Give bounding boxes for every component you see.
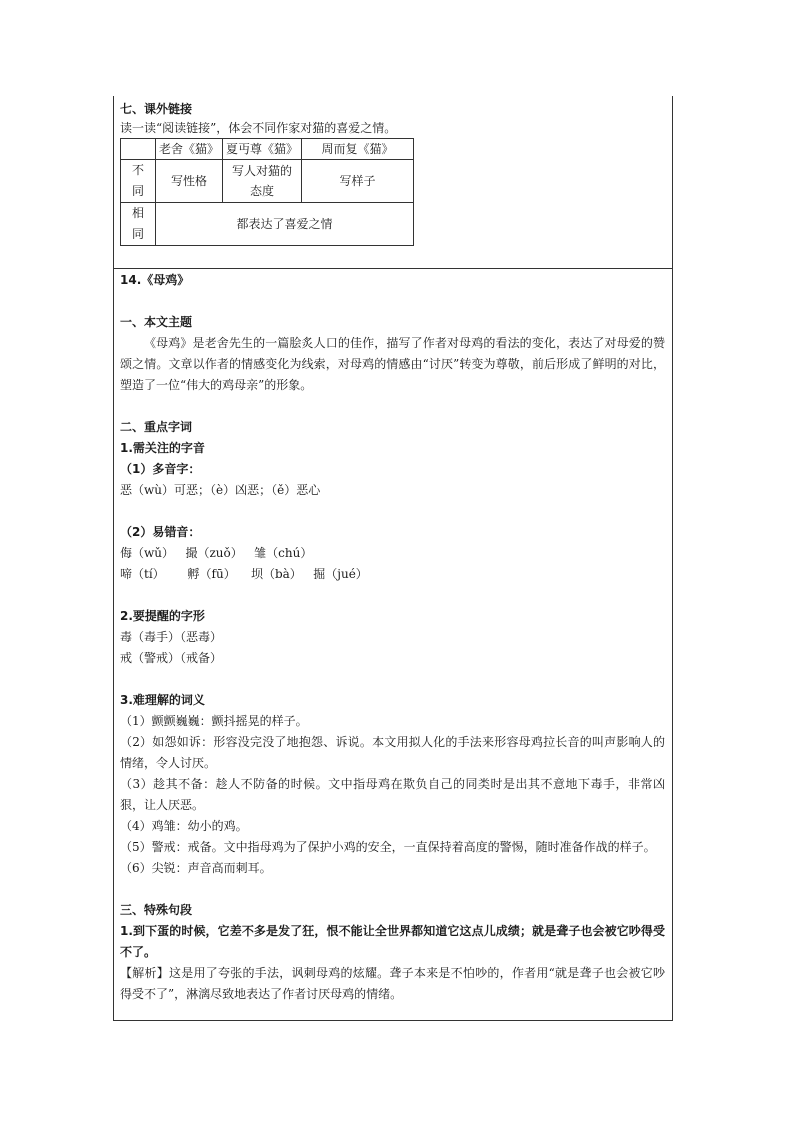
polyphone-line: 恶（wù）可恶；（è）凶恶；（ě）恶心 (120, 483, 321, 497)
meaning-item-1: （1）颤颤巍巍：颤抖摇晃的样子。 (120, 714, 308, 728)
header-zhou-cat: 周而复《猫》 (302, 139, 414, 160)
glyph-heading: 2.要提醒的字形 (120, 609, 205, 623)
section-7-intro: 读一读“阅读链接”，体会不同作家对猫的喜爱之情。 (120, 121, 397, 135)
polyphone-heading: （1）多音字： (120, 462, 201, 476)
diff-xia-line-1: 写人对猫的 (231, 164, 292, 178)
header-xia-cat: 夏丏尊《猫》 (223, 139, 302, 160)
meaning-item-5: （5）警戒：戒备。文中指母鸡为了保护小鸡的安全，一直保持着高度的警惕，随时准备作战的样子。 (120, 840, 656, 854)
meaning-item-3: （3）趁其不备：趁人不防备的时候。文中指母鸡在欺负自己的同类时是出其不意地下毒手，非常凶狠，让人厌恶。 (120, 777, 665, 812)
diff-zhou: 写样子 (302, 160, 414, 203)
section-7-title: 七、课外链接 (120, 102, 193, 116)
same-label-char-2: 同 (131, 227, 144, 241)
special-heading: 三、特殊句段 (120, 903, 193, 917)
diff-xia-line-2: 态度 (249, 184, 274, 198)
same-label-char-1: 相 (131, 206, 144, 220)
lesson-box (113, 269, 673, 1021)
section-7-box (113, 96, 673, 269)
theme-paragraph: 《母鸡》是老舍先生的一篇脍炙人口的佳作，描写了作者对母鸡的看法的变化，表达了对母爱的赞颂之情。文章以作者的情感变化为线索，对母鸡的情感由“讨厌”转变为尊敬，前后形成了鲜明的对比，塑造了一位“伟大的鸡母亲”的形象。 (120, 336, 665, 392)
comparison-table (120, 138, 414, 246)
diff-label (121, 160, 156, 203)
diff-label-char-1: 不 (131, 163, 144, 177)
table-diff-row (121, 160, 414, 203)
meaning-item-6: （6）尖锐：声音高而刺耳。 (120, 861, 272, 875)
special-sentence: 1.到下蛋的时候，它差不多是发了狂，恨不能让全世界都知道它这点儿成绩；就是聋子也会被它吵得受不了。 (120, 924, 665, 959)
misread-line-2: 啼（tí） 孵（fū） 坝（bà） 掘（jué） (120, 567, 368, 581)
diff-laoshe: 写性格 (156, 160, 223, 203)
meaning-heading: 3.难理解的词义 (120, 693, 205, 707)
analysis-paragraph: 【解析】这是用了夸张的手法，讽刺母鸡的炫耀。聋子本来是不怕吵的，作者用“就是聋子也会被它吵得受不了”，淋漓尽致地表达了作者讨厌母鸡的情绪。 (120, 966, 665, 1001)
diff-label-char-2: 同 (131, 184, 144, 198)
misread-heading: （2）易错音： (120, 525, 201, 539)
sound-heading: 1.需关注的字音 (120, 441, 205, 455)
meaning-item-2: （2）如怨如诉：形容没完没了地抱怨、诉说。本文用拟人化的手法来形容母鸡拉长音的叫声影响人的情绪，令人讨厌。 (120, 735, 665, 770)
table-corner-cell (121, 139, 156, 160)
glyph-line-1: 毒（毒手）（恶毒） (120, 630, 223, 644)
words-heading: 二、重点字词 (120, 420, 193, 434)
table-header-row (121, 139, 414, 160)
meaning-item-4: （4）鸡雏：幼小的鸡。 (120, 819, 248, 833)
theme-heading: 一、本文主题 (120, 315, 193, 329)
same-label (121, 203, 156, 246)
same-text: 都表达了喜爱之情 (156, 203, 414, 246)
header-laoshe-cat: 老舍《猫》 (156, 139, 223, 160)
table-same-row (121, 203, 414, 246)
diff-xia (223, 160, 302, 203)
glyph-line-2: 戒（警戒）（戒备） (120, 651, 223, 665)
lesson-title: 14.《母鸡》 (120, 273, 190, 287)
misread-line-1: 侮（wǔ） 撮（zuǒ） 雏（chú） (120, 546, 313, 560)
